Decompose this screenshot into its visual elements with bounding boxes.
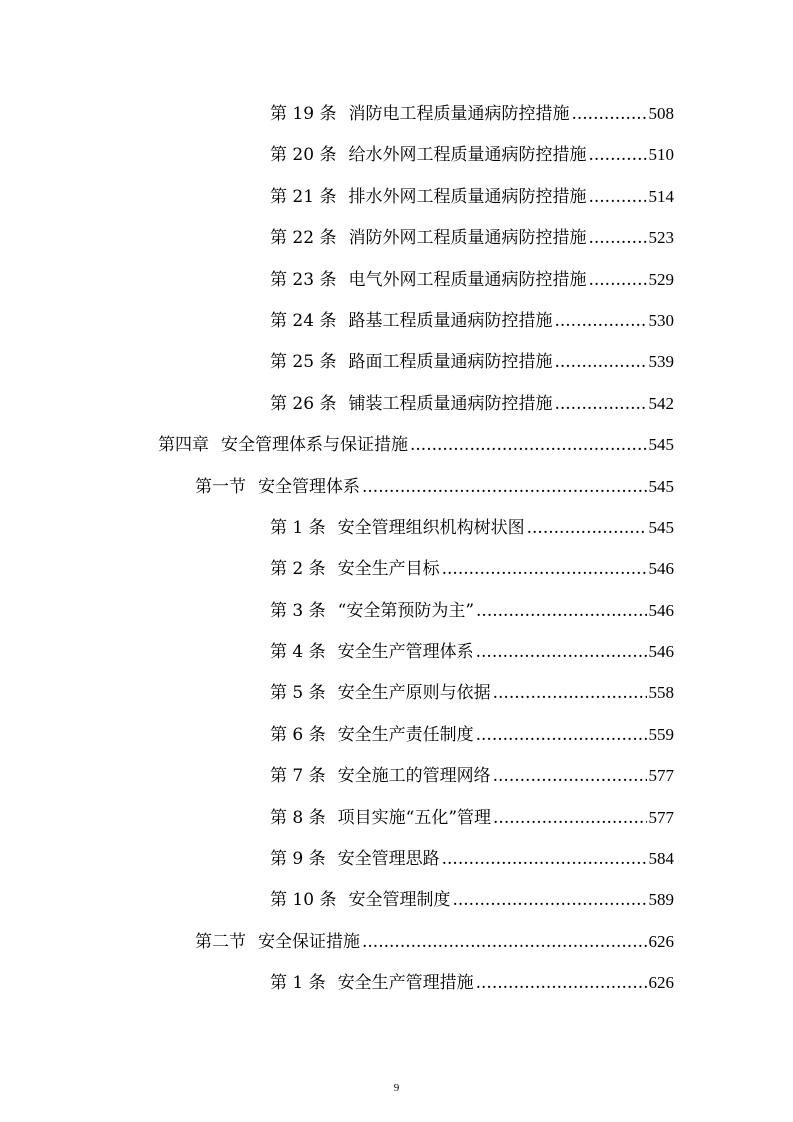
toc-entry[interactable] (0, 424, 793, 465)
toc-entry-title: 排水外网工程质量通病防控措施 (348, 186, 587, 207)
toc-entry-number: 第 10 条 (270, 890, 337, 911)
toc-dot-leader (571, 94, 646, 135)
toc-entry-number: 第 2 条 (270, 559, 326, 580)
toc-entry-number: 第 24 条 (270, 310, 337, 331)
toc-dot-leader (588, 135, 646, 176)
toc-dot-leader (493, 798, 646, 839)
toc-dot-leader (442, 549, 647, 590)
toc-entry-page: 546 (648, 600, 674, 620)
toc-entry-title: 安全施工的管理网络 (337, 766, 491, 787)
toc-entry-number: 第 7 条 (270, 766, 326, 787)
toc-entry[interactable] (0, 921, 793, 962)
toc-dot-leader (588, 260, 646, 301)
toc-dot-leader (362, 922, 647, 963)
toc-entry[interactable] (0, 93, 793, 134)
toc-entry-page: 626 (648, 931, 674, 951)
toc-entry-page: 626 (648, 973, 674, 993)
toc-entry-title: 铺装工程质量通病防控措施 (348, 393, 553, 414)
toc-entry-title: 路基工程质量通病防控措施 (348, 310, 553, 331)
toc-entry-number: 第四章 (158, 435, 209, 456)
toc-dot-leader (410, 425, 647, 466)
toc-entry-title: 项目实施“五化”管理 (337, 807, 492, 828)
toc-entry-number: 第 19 条 (270, 104, 337, 124)
toc-entry-title: 安全管理制度 (348, 890, 451, 911)
toc-entry-page: 546 (648, 559, 674, 579)
toc-entry-title: 路面工程质量通病防控措施 (348, 352, 553, 373)
toc-entry-page: 577 (648, 766, 674, 786)
toc-entry-number: 第 9 条 (270, 849, 326, 870)
toc-entry-page: 523 (648, 228, 674, 248)
toc-entry-number: 第 22 条 (270, 228, 337, 249)
toc-entry-number: 第 8 条 (270, 807, 326, 828)
toc-entry[interactable] (0, 714, 793, 755)
toc-entry-number: 第 1 条 (270, 517, 326, 538)
toc-entry-number: 第二节 (195, 931, 246, 952)
toc-entry-title: 安全生产目标 (337, 559, 440, 580)
toc-entry-title: 安全管理组织机构树状图 (337, 517, 525, 538)
toc-entry-page: 545 (648, 476, 674, 496)
toc-entry-number: 第 25 条 (270, 352, 337, 373)
toc-entry-title: 安全管理思路 (337, 849, 440, 870)
toc-dot-leader (476, 632, 647, 673)
toc-entry-number: 第 4 条 (270, 642, 326, 663)
toc-entry-title: 消防外网工程质量通病防控措施 (348, 228, 587, 249)
toc-entry[interactable] (0, 548, 793, 589)
toc-entry[interactable] (0, 631, 793, 672)
toc-entry-page: 508 (648, 104, 674, 123)
toc-entry-page: 529 (648, 269, 674, 289)
toc-entry-page: 510 (648, 145, 674, 165)
toc-entry-title: 安全生产责任制度 (337, 724, 474, 745)
toc-dot-leader (476, 591, 646, 632)
toc-entry-title: 安全管理体系 (258, 476, 360, 497)
toc-entry-number: 第 21 条 (270, 186, 337, 207)
toc-entry-number: 第 23 条 (270, 269, 337, 290)
table-of-contents (0, 93, 793, 1004)
toc-entry[interactable] (0, 838, 793, 879)
toc-entry[interactable] (0, 590, 793, 631)
toc-entry-title: 安全管理体系与保证措施 (221, 435, 408, 456)
toc-entry-title: 安全保证措施 (258, 931, 360, 952)
toc-entry[interactable] (0, 134, 793, 175)
toc-dot-leader (476, 715, 647, 756)
toc-entry[interactable] (0, 176, 793, 217)
toc-dot-leader (554, 301, 646, 342)
toc-entry-page: 584 (648, 849, 674, 869)
toc-entry-number: 第一节 (195, 476, 246, 497)
toc-entry-page: 558 (648, 683, 674, 703)
toc-entry-number: 第 26 条 (270, 393, 337, 414)
toc-entry-title: 给水外网工程质量通病防控措施 (348, 145, 587, 166)
toc-entry-page: 589 (648, 890, 674, 910)
toc-entry-title: 安全生产管理措施 (337, 973, 474, 994)
toc-entry[interactable] (0, 797, 793, 838)
toc-entry-number: 第 1 条 (270, 973, 326, 994)
toc-entry[interactable] (0, 672, 793, 713)
toc-entry-number: 第 20 条 (270, 145, 337, 166)
toc-entry[interactable] (0, 962, 793, 1003)
toc-entry[interactable] (0, 259, 793, 300)
toc-dot-leader (554, 342, 646, 383)
toc-entry-title: “安全第预防为主” (337, 600, 475, 621)
toc-entry-number: 第 3 条 (270, 600, 326, 621)
toc-dot-leader (452, 880, 646, 921)
toc-entry-page: 546 (648, 642, 674, 662)
toc-dot-leader (588, 177, 646, 218)
toc-entry-page: 530 (648, 310, 674, 330)
toc-entry[interactable] (0, 755, 793, 796)
toc-entry-page: 542 (648, 393, 674, 413)
toc-entry-page: 577 (648, 807, 674, 827)
toc-entry[interactable] (0, 300, 793, 341)
toc-dot-leader (527, 508, 647, 549)
toc-dot-leader (476, 963, 647, 1004)
toc-dot-leader (493, 756, 647, 797)
toc-entry[interactable] (0, 341, 793, 382)
toc-entry-page: 559 (648, 724, 674, 744)
toc-entry-title: 安全生产原则与依据 (337, 683, 491, 704)
toc-entry-title: 安全生产管理体系 (337, 642, 474, 663)
toc-entry-number: 第 6 条 (270, 724, 326, 745)
toc-entry[interactable] (0, 507, 793, 548)
toc-entry[interactable] (0, 879, 793, 920)
toc-entry-title: 电气外网工程质量通病防控措施 (348, 269, 587, 290)
toc-dot-leader (493, 673, 647, 714)
toc-entry[interactable] (0, 217, 793, 258)
toc-entry-page: 545 (648, 435, 674, 455)
toc-entry-page: 545 (648, 517, 674, 537)
toc-dot-leader (588, 218, 646, 259)
page-number: 9 (393, 1082, 400, 1094)
toc-dot-leader (442, 839, 647, 880)
toc-entry-page: 539 (648, 352, 674, 372)
toc-dot-leader (554, 384, 646, 425)
toc-entry-page: 514 (648, 186, 674, 206)
toc-dot-leader (362, 467, 647, 508)
toc-entry-title: 消防电工程质量通病防控措施 (348, 104, 570, 124)
toc-entry[interactable] (0, 383, 793, 424)
toc-entry-number: 第 5 条 (270, 683, 326, 704)
toc-entry[interactable] (0, 466, 793, 507)
